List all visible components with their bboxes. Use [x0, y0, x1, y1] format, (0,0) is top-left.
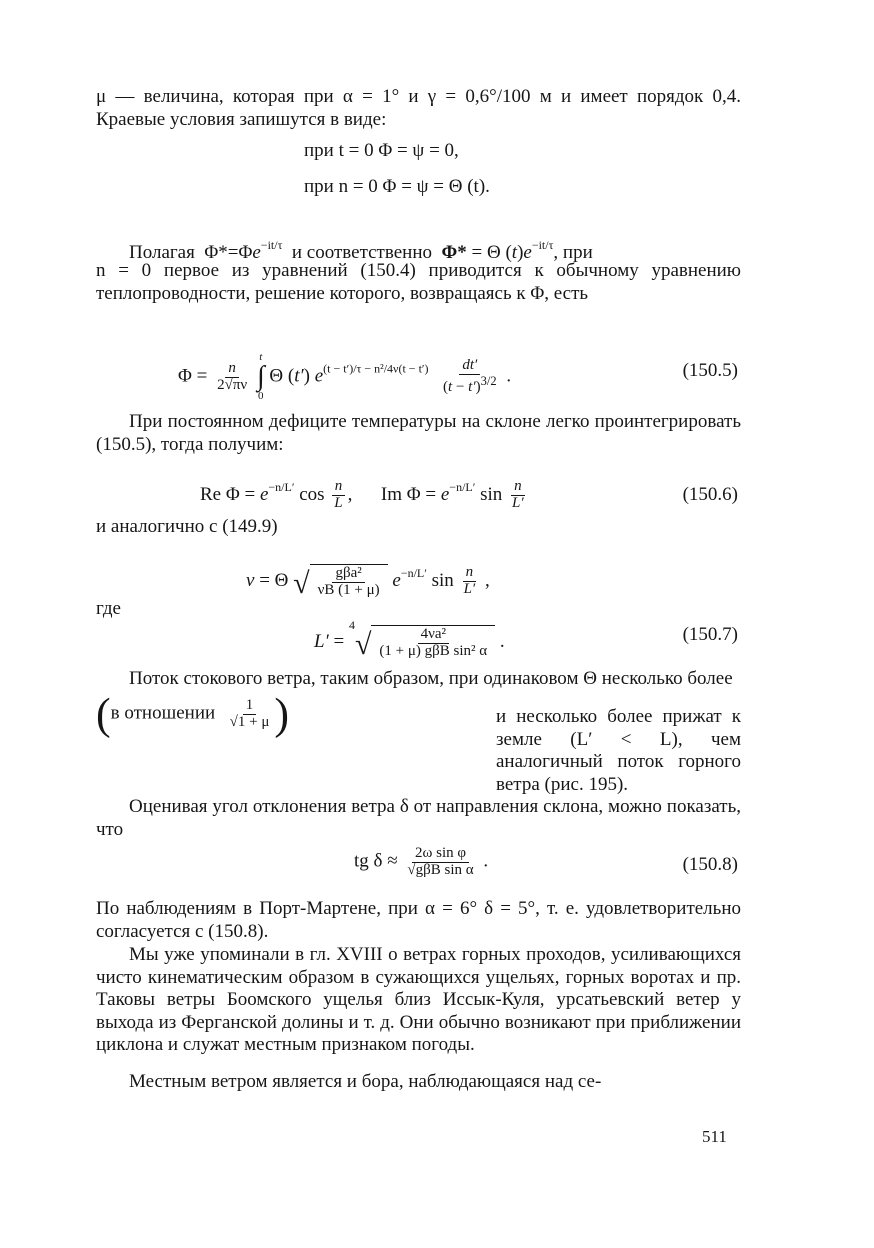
paragraph-katabatic-b: и несколько более прижат к земле (L′ < L), чем аналогичный поток горного ветра (рис. 195). [496, 706, 741, 795]
equation-150-7: L′ = $^4$ √ $\frac{\text{4νa²}}{\text{(1 + μ) gβB sin² α}}$ . [314, 618, 505, 661]
substitution-line: Полагая $\Phi*=\Phi e^{-it/\tau}$ и соответственно Φ* = Θ $(t)e^{-it/\tau}$, при [129, 238, 593, 263]
ratio-line: (в отношении $\frac{1}{√1 + \mu}$ ) [96, 689, 290, 739]
equation-velocity: v = Θ √ $\frac{\text{gβa²}}{\nu B (1 + \mu)}$ $e^{-n/L'}$ sin $\frac{n}{L'}$ , [246, 564, 490, 600]
equation-number-150-5: (150.5) [682, 360, 738, 381]
paragraph-intro: μ — величина, которая при α = 1° и γ = 0,6°/100 м и имеет порядок 0,4. Краевые условия запишутся в виде: [96, 86, 741, 130]
boundary-condition-1: при t = 0 Φ = ψ = 0, [304, 140, 459, 161]
equation-150-8: tg δ ≈ $\frac{\text{2ω sin φ}}{\text{√gβB sin α}}$ . [354, 845, 489, 878]
equation-number-150-6: (150.6) [682, 484, 738, 505]
text-gde: где [96, 598, 121, 619]
paragraph-bora: Местным ветром является и бора, наблюдающаяся над се- [129, 1071, 602, 1092]
paragraph-analogously: и аналогично с (149.9) [96, 516, 278, 537]
paragraph-heat-equation: n = 0 первое из уравнений (150.4) приводится к обычному уравнению теплопроводности, решение которого, возвращаясь к Φ, есть [96, 260, 741, 304]
paragraph-mountain-pass-winds: Мы уже упоминали в гл. XVIII о ветрах горных проходов, усиливающихся чисто кинематическим образом в сужающихся ущельях, горных воротах и пр. Таковы ветры Боомского ущелья близ Иссык-Куля, урсатьевский ветер у выхода из Ферганской долины и т. д. Они обычно возникают при приближении циклона и служат местным признаком погоды. [96, 944, 741, 1056]
equation-number-150-8: (150.8) [682, 854, 738, 875]
equation-number-150-7: (150.7) [682, 624, 738, 645]
paragraph-katabatic-a: Поток стокового ветра, таким образом, при одинаковом Θ несколько более [129, 668, 733, 689]
paragraph-constant-deficit: При постоянном дефиците температуры на склоне легко проинтегрировать (150.5), тогда получим: [96, 411, 741, 455]
equation-150-6: Re $\Phi = e^{-n/L'}$ cos $\frac{n}{L}$ , Im $\Phi = e^{-n/L'}$ sin $\frac{n}{L'}$ [200, 478, 524, 512]
text-pri: , при [553, 242, 593, 263]
paragraph-port-marten: По наблюдениям в Порт-Мартене, при α = 6° δ = 5°, т. е. удовлетворительно согласуется с (150.8). [96, 898, 741, 942]
text-polagaya: Полагая [129, 242, 195, 263]
paragraph-deviation-angle: Оценивая угол отклонения ветра δ от направления склона, можно показать, что [96, 796, 741, 840]
equation-150-5: Φ = $\frac{n}{2√\pi\nu}$ t ∫ 0 Θ (t′) $e^{(t - t')/\tau - n^2/4\nu(t - t')}$ $\frac{dt'}{(t - t')^{3/2}}$ . [178, 351, 512, 402]
boundary-condition-2: при n = 0 Φ = ψ = Θ (t). [304, 176, 490, 197]
text-sootvetstvenno: и соответственно [291, 242, 432, 263]
page-number: 511 [702, 1127, 727, 1146]
text-v-otnoshenii: в отношении [110, 702, 216, 724]
